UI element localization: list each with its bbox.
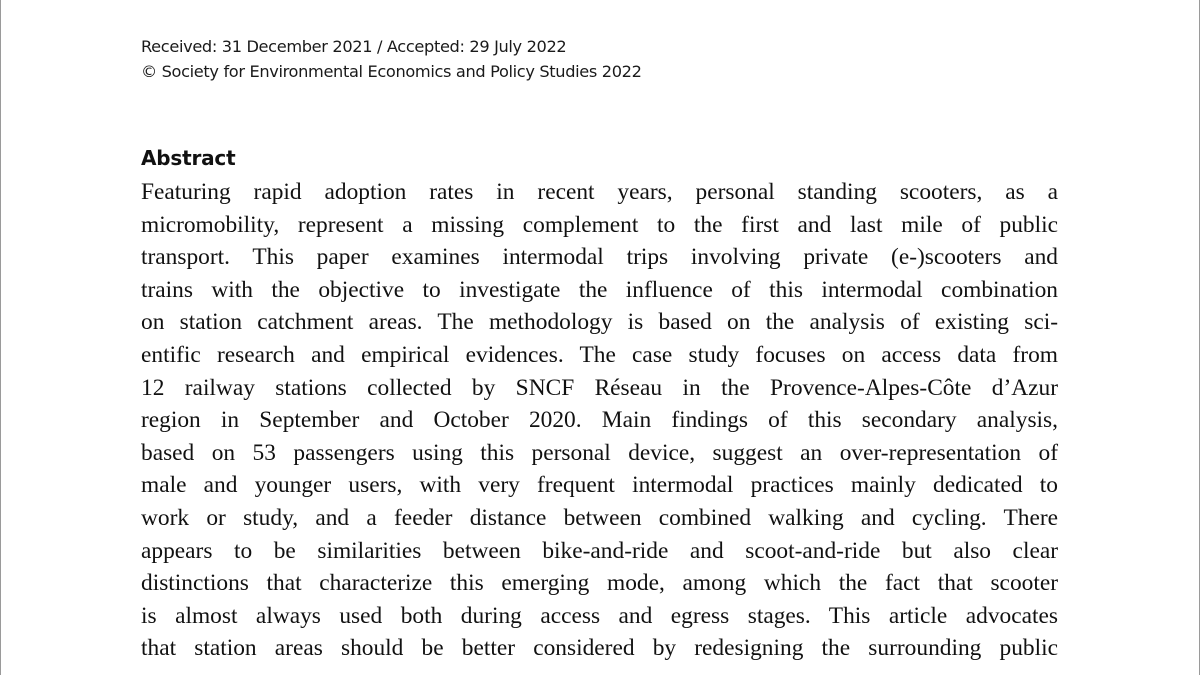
abstract-line: appears to be similarities between bike-and-ride and scoot-and-ride but also clear [141,537,1058,564]
received-accepted-dates: Received: 31 December 2021 / Accepted: 29 July 2022 [141,37,567,56]
abstract-line: 12 railway stations collected by SNCF Réseau in the Provence-Alpes-Côte d’Azur [141,374,1058,401]
abstract-line: micromobility, represent a missing complement to the first and last mile of public [141,211,1058,238]
abstract-line: work or study, and a feeder distance between combined walking and cycling. There [141,504,1058,531]
abstract-line: distinctions that characterize this emerging mode, among which the fact that scooter [141,570,1058,597]
copyright-notice: © Society for Environmental Economics and Policy Studies 2022 [141,62,642,81]
page-left-edge [0,0,1,675]
abstract-line: Featuring rapid adoption rates in recent years, personal standing scooters, as a [141,179,1058,205]
abstract-line: entific research and empirical evidences. The case study focuses on access data from [141,341,1058,368]
abstract-line: is almost always used both during access and egress stages. This article advocates [141,602,1058,629]
abstract-line: trains with the objective to investigate the influence of this intermodal combination [141,276,1058,303]
abstract-line: that station areas should be better considered by redesigning the surrounding public [141,635,1058,662]
abstract-body [141,176,1058,665]
abstract-line: transport. This paper examines intermodal trips involving private (e-)scooters and [141,244,1058,271]
abstract-line: region in September and October 2020. Main findings of this secondary analysis, [141,407,1058,434]
abstract-line: on station catchment areas. The methodology is based on the analysis of existing sci- [141,309,1058,336]
abstract-line: male and younger users, with very frequent intermodal practices mainly dedicated to [141,472,1058,499]
abstract-line: based on 53 passengers using this personal device, suggest an over-representation of [141,439,1058,466]
abstract-heading: Abstract [141,146,236,170]
article-metadata [141,34,642,84]
